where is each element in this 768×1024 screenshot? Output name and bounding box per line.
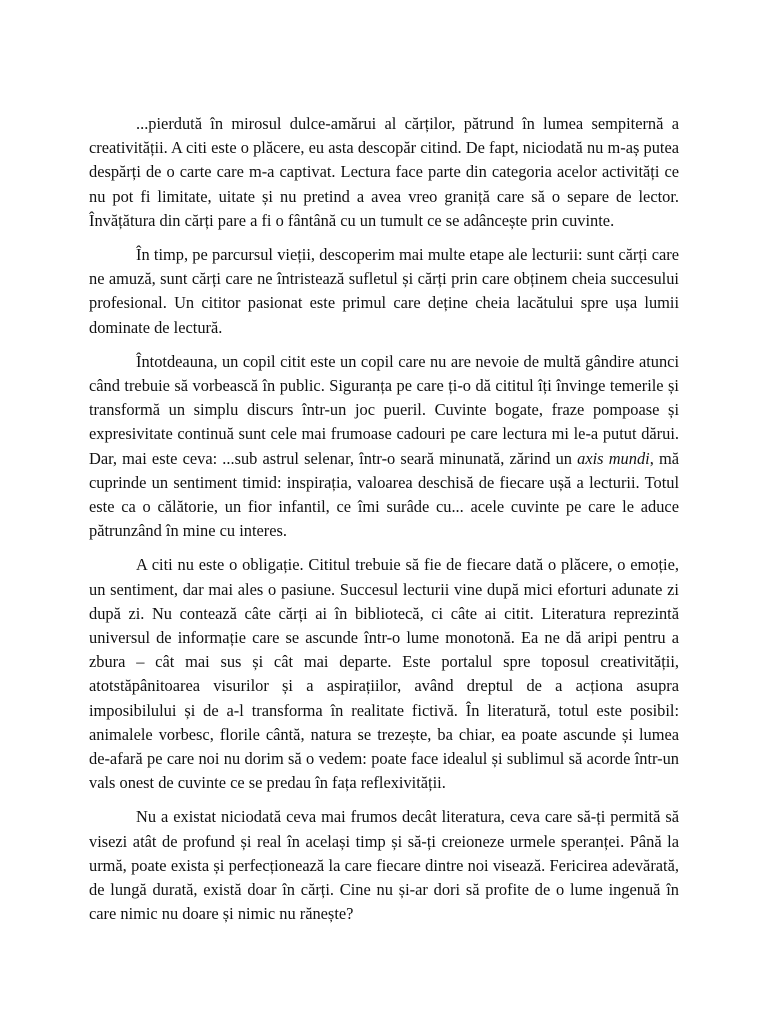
document-page [89, 112, 679, 927]
paragraph-5: Nu a existat niciodată ceva mai frumos decât literatura, ceva care să-ți permită să visezi atât de profund și real în același timp și să-ți creioneze urmele speranței. Până la urmă, poate exista și perfecționează la care fiecare dintre noi visează. Fericirea adevărată, de lungă durată, există doar în cărți. Cine nu și-ar dori să profite de o lume ingenuă în care nimic nu doare și nimic nu rănește? [89, 807, 679, 924]
paragraph-2: În timp, pe parcursul vieții, descoperim mai multe etape ale lecturii: sunt cărți care ne amuză, sunt cărți care ne întristează sufletul și cărți prin care obținem cheia succesului profesional. Un cititor pasionat este primul care deține cheia lacătului spre ușa lumii dominate de lectură. [89, 245, 679, 337]
paragraph-3-text-before: Întotdeauna, un copil citit este un copil care nu are nevoie de multă gândire atunci când trebuie să vorbească în public. Siguranța pe care ți-o dă cititul îți învinge temerile și transformă un simplu discurs într-un joc pueril. Cuvinte bogate, fraze pompoase și expresivitate continuă sunt cele mai frumoase cadouri pe care lectura mi le-a putut dărui. Dar, mai este ceva: ...sub astrul selenar, într-o seară minunată, zărind un [89, 351, 679, 468]
italic-term: axis mundi [577, 448, 650, 468]
paragraph-3-text-after: , mă cuprinde un sentiment timid: inspirația, valoarea deschisă de fiecare ușă a lecturii. Totul este ca o călătorie, un fior infantil, ce îmi surâde cu... acele cuvinte pe care le aduce pătrunzând în mine cu interes. [89, 448, 679, 541]
paragraph-3 [89, 350, 679, 544]
paragraph-4: A citi nu este o obligație. Cititul trebuie să fie de fiecare dată o plăcere, o emoție, un sentiment, dar mai ales o pasiune. Succesul lecturii vine după mici eforturi adunate zi după zi. Nu contează câte cărți ai în bibliotecă, ci câte ai citit. Literatura reprezintă universul de informație care se ascunde într-o lume monotonă. Ea ne dă aripi pentru a zbura – cât mai sus și cât mai departe. Este portalul spre toposul creativității, atotstăpânitoarea visurilor și a aspirațiilor, având dreptul de a acționa asupra imposibilului și de a-l transforma în realitate fictivă. În literatură, totul este posibil: animalele vorbesc, florile cântă, natura se trezește, ba chiar, ea poate ascunde și lumea de-afară pe care noi nu dorim să o vedem: poate face idealul și sublimul să acorde într-un vals onest de cuvinte ce se predau în fața reflexivității. [89, 555, 679, 793]
paragraph-1: ...pierdută în mirosul dulce-amărui al cărților, pătrund în lumea sempiternă a creativității. A citi este o plăcere, eu asta descopăr citind. De fapt, niciodată nu m-aș putea despărți de o carte care m-a captivat. Lectura face parte din categoria acelor activități ce nu pot fi limitate, uitate și nu pretind a avea vreo graniță care să o separe de lector. Învățătura din cărți pare a fi o fântână cu un tumult ce se adâncește prin cuvinte. [89, 114, 679, 230]
